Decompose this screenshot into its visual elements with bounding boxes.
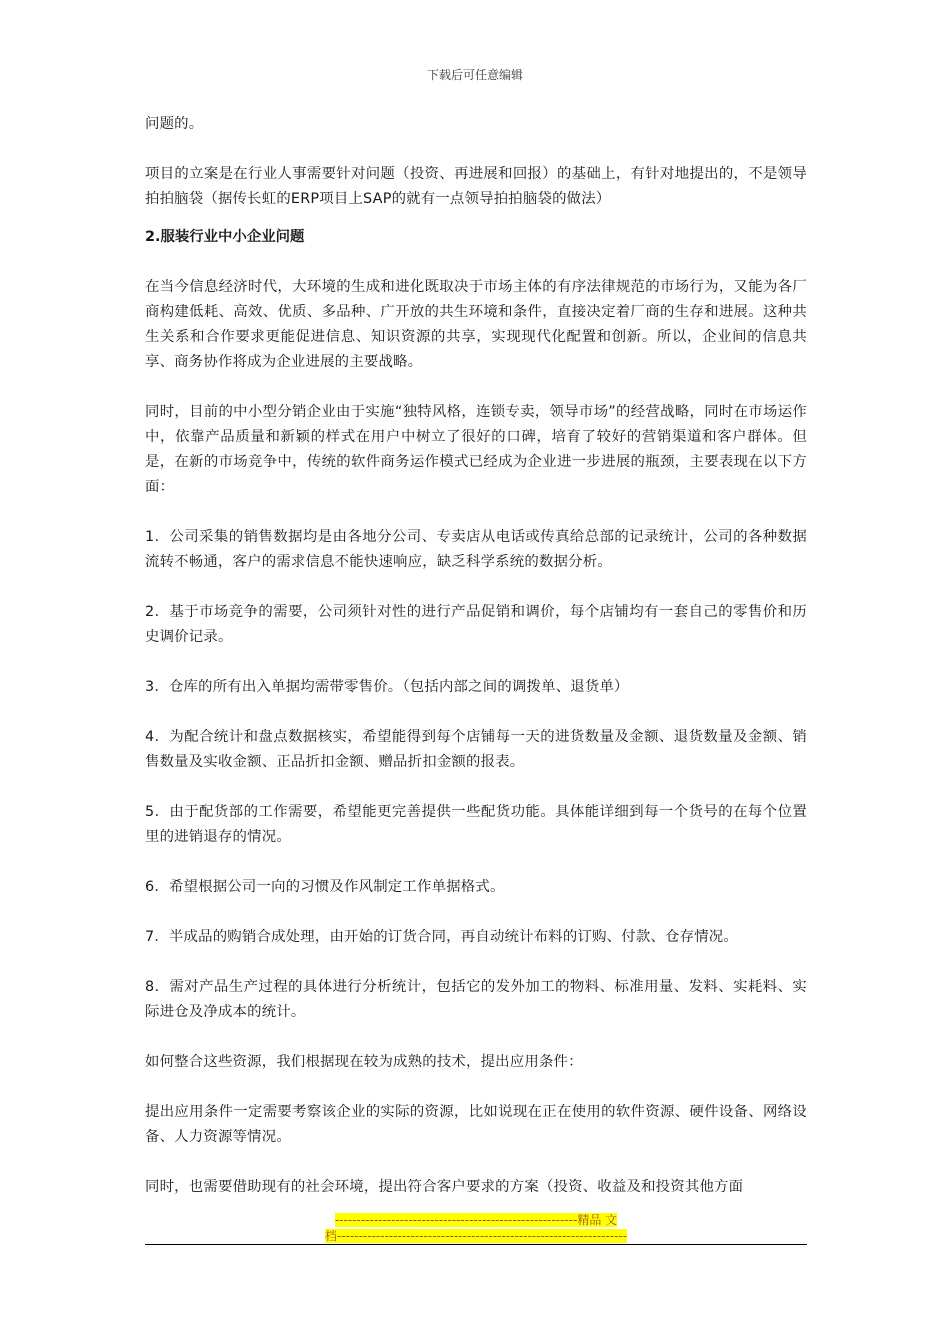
list-item: 1．公司采集的销售数据均是由各地分公司、专卖店从电话或传真给总部的记录统计，公司的各种数据流转不畅通，客户的需求信息不能快速响应，缺乏科学系统的数据分析。 (145, 529, 807, 570)
paragraph: 在当今信息经济时代，大环境的生成和进化既取决于市场主体的有序法律规范的市场行为，又能为各厂商构建低耗、高效、优质、多品种、广开放的共生环境和条件，直接决定着厂商的生存和进展。这种共生关系和合作要求更能促进信息、知识资源的共享，实现现代化配置和创新。所以，企业间的信息共享、商务协作将成为企业进展的主要战略。 (145, 279, 807, 370)
list-item: 6．希望根据公司一向的习惯及作风制定工作单据格式。 (145, 879, 505, 895)
paragraph: 如何整合这些资源，我们根据现在较为成熟的技术，提出应用条件： (145, 1054, 583, 1070)
paragraph: 同时，目前的中小型分销企业由于实施“独特风格，连锁专卖，领导市场”的经营战略，同时在市场运作中，依靠产品质量和新颖的样式在用户中树立了很好的口碑，培育了较好的营销渠道和客户群体。但是，在新的市场竞争中，传统的软件商务运作模式已经成为企业进一步进展的瓶颈，主要表现在以下方面： (145, 404, 807, 495)
list-item: 8．需对产品生产过程的具体进行分析统计，包括它的发外加工的物料、标准用量、发料、实耗料、实际进仓及净成本的统计。 (145, 979, 807, 1020)
paragraph: 同时，也需要借助现有的社会环境，提出符合客户要求的方案（投资、收益及和投资其他方面 (145, 1179, 744, 1195)
footer-watermark-line: 档------------------------------------------------------------------- (324, 1229, 628, 1243)
list-item: 7．半成品的购销合成处理，由开始的订货合同，再自动统计布料的订购、付款、仓存情况。 (145, 929, 738, 945)
paragraph: 问题的。 (145, 116, 204, 132)
list-item: 3．仓库的所有出入单据均需带零售价。（包括内部之间的调拨单、退货单） (145, 679, 629, 695)
paragraph: 提出应用条件一定需要考察该企业的实际的资源，比如说现在正在使用的软件资源、硬件设备、网络设备、人力资源等情况。 (145, 1104, 807, 1145)
document-body (145, 112, 807, 1200)
section-heading: 2.服装行业中小企业问题 (145, 229, 305, 245)
page-footer (145, 1212, 807, 1244)
list-item: 4．为配合统计和盘点数据核实，希望能得到每个店铺每一天的进货数量及金额、退货数量及金额、销售数量及实收金额、正品折扣金额、赠品折扣金额的报表。 (145, 729, 807, 770)
list-item: 2．基于市场竞争的需要，公司须针对性的进行产品促销和调价，每个店铺均有一套自己的零售价和历史调价记录。 (145, 604, 807, 645)
footer-divider (145, 1244, 807, 1245)
page-header: 下载后可任意编辑 (426, 68, 523, 82)
list-item: 5．由于配货部的工作需要，希望能更完善提供一些配货功能。具体能详细到每一个货号的在每个位置里的进销退存的情况。 (145, 804, 807, 845)
footer-watermark-line: --------------------------------------------------------精品 文 (334, 1213, 618, 1227)
paragraph: 项目的立案是在行业人事需要针对问题（投资、再进展和回报）的基础上，有针对地提出的，不是领导拍拍脑袋（据传长虹的ERP项目上SAP的就有一点领导拍拍脑袋的做法） (145, 166, 807, 207)
